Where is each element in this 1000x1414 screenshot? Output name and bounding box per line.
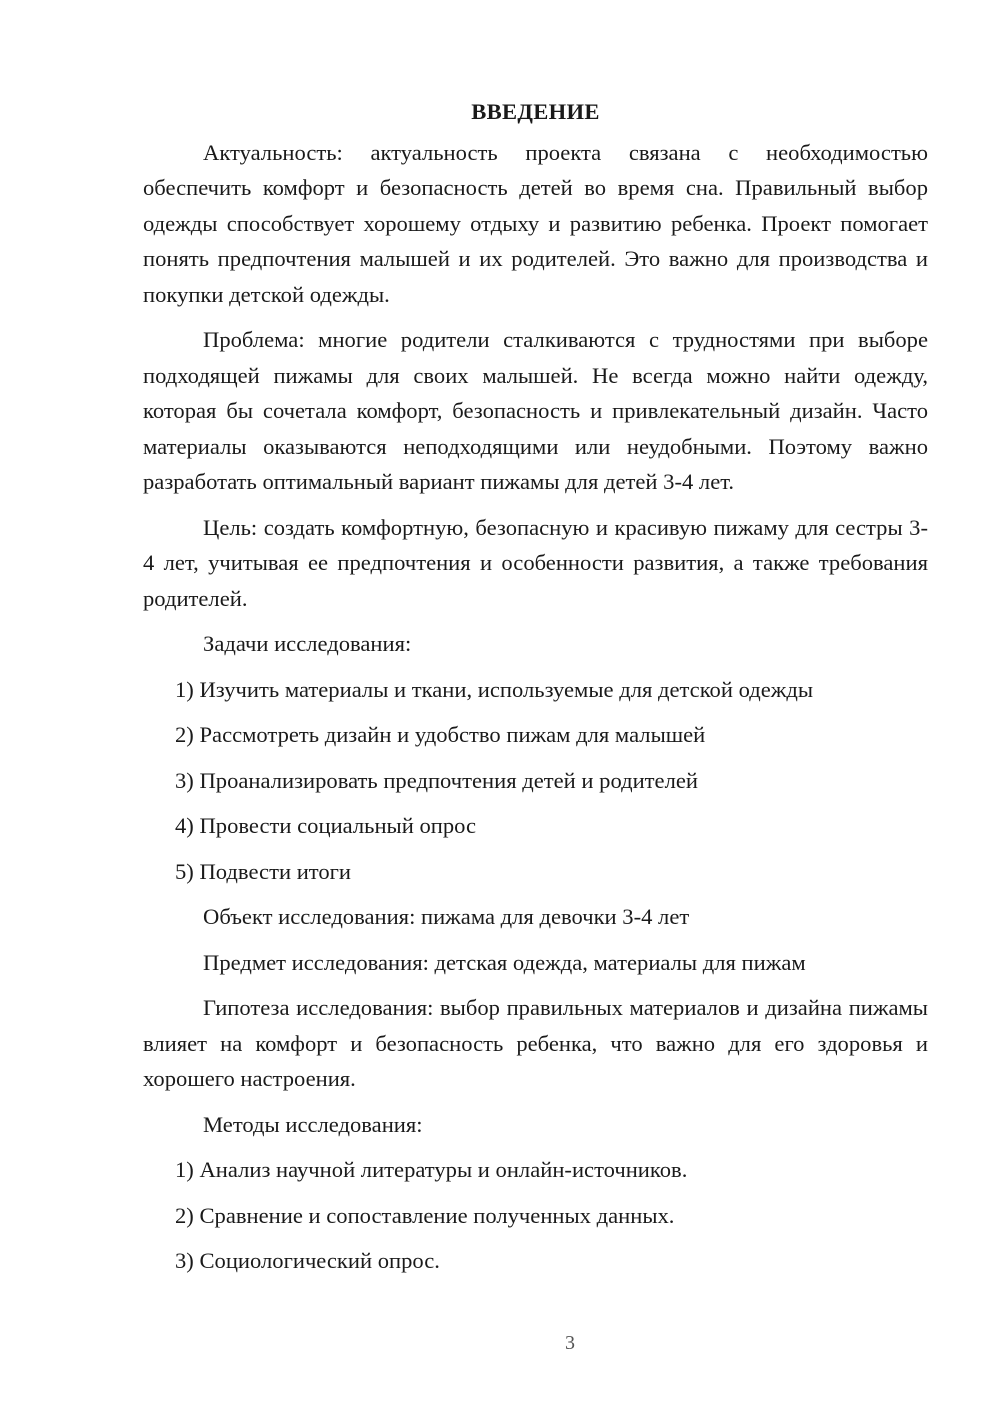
method-item: 3) Социологический опрос. — [175, 1248, 440, 1273]
section-title: ВВЕДЕНИЕ — [471, 99, 600, 124]
hypothesis-paragraph: Гипотеза исследования: выбор правильных материалов и дизайна пижамы влияет на комфорт и безопасность ребенка, что важно для его здоровья и хорошего настроения. — [143, 995, 928, 1091]
problem-paragraph: Проблема: многие родители сталкиваются с трудностями при выборе подходящей пижамы для своих малышей. Не всегда можно найти одежду, которая бы сочетала комфорт, безопасность и привлекательный дизайн. Часто материалы оказываются неподходящими или неудобными. Поэтому важно разработать оптимальный вариант пижамы для детей 3-4 лет. — [143, 327, 928, 494]
tasks-heading: Задачи исследования: — [203, 631, 412, 656]
goal-paragraph: Цель: создать комфортную, безопасную и красивую пижаму для сестры 3-4 лет, учитывая ее предпочтения и особенности развития, а также требования родителей. — [143, 514, 928, 611]
task-item: 2) Рассмотреть дизайн и удобство пижам для малышей — [175, 722, 706, 747]
method-item: 1) Анализ научной литературы и онлайн-источников. — [175, 1157, 688, 1182]
research-subject: Предмет исследования: детская одежда, материалы для пижам — [203, 949, 806, 975]
document-page — [143, 94, 928, 1279]
task-item: 4) Провести социальный опрос — [175, 813, 477, 838]
task-item: 3) Проанализировать предпочтения детей и родителей — [175, 767, 698, 793]
research-object: Объект исследования: пижама для девочки 3-4 лет — [203, 904, 690, 929]
methods-heading: Методы исследования: — [203, 1111, 423, 1137]
page-number: 3 — [565, 1332, 575, 1354]
relevance-paragraph: Актуальность: актуальность проекта связана с необходимостью обеспечить комфорт и безопасность детей во время сна. Правильный выбор одежды способствует хорошему отдыху и развитию ребенка. Проект помогает понять предпочтения малышей и их родителей. Это важно для производства и покупки детской одежды. — [143, 139, 928, 307]
task-item: 5) Подвести итоги — [175, 858, 352, 884]
method-item: 2) Сравнение и сопоставление полученных данных. — [175, 1202, 675, 1228]
task-item: 1) Изучить материалы и ткани, используемые для детской одежды — [175, 676, 814, 702]
